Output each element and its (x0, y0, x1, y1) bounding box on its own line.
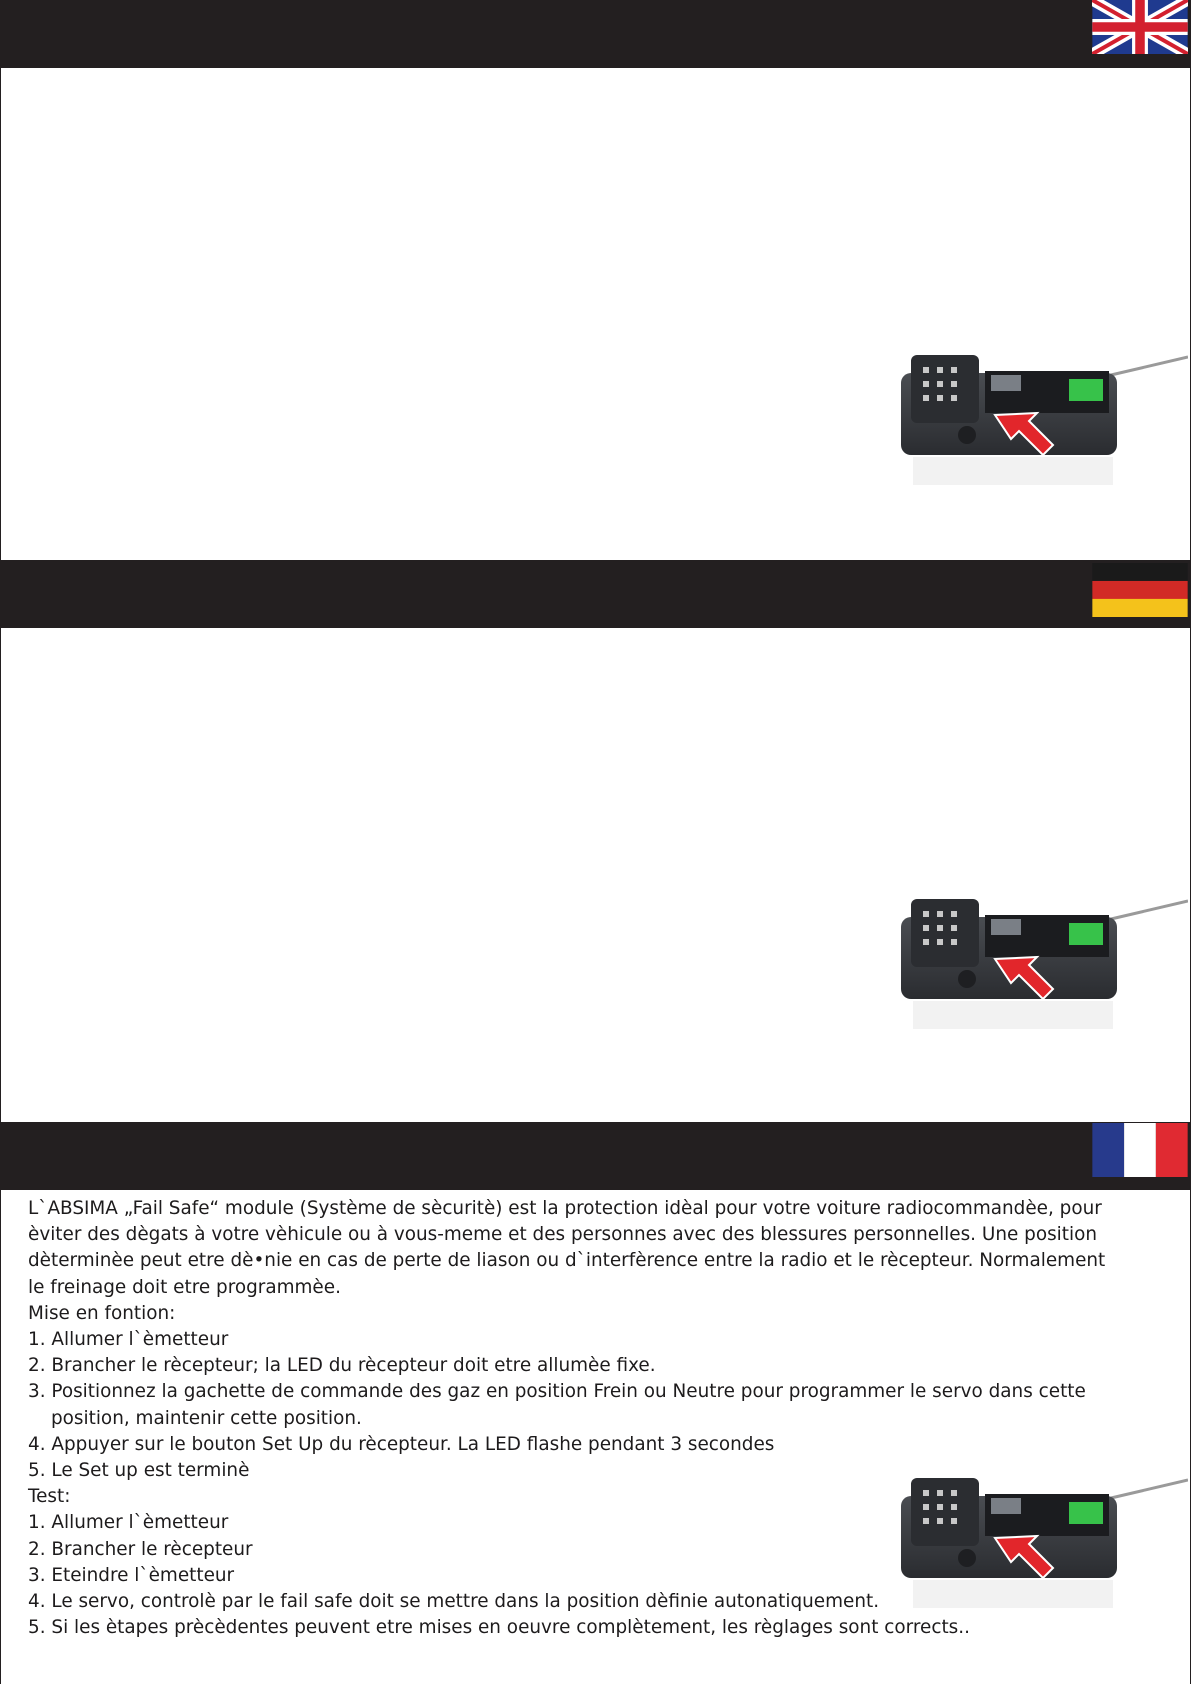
setup-heading: Mise en fontion: (28, 1302, 176, 1324)
receiver-image (893, 889, 1188, 1034)
test-step: 5. Si les ètapes prècèdentes peuvent etre mises en oeuvre complètement, les règlages sont corrects.. (28, 1617, 970, 1639)
german-content-panel (0, 628, 1191, 1122)
test-step: 2. Brancher le rècepteur (28, 1538, 253, 1560)
french-header-bar (0, 1122, 1191, 1190)
setup-step: 3. Positionnez la gachette de commande des gaz en position Frein ou Neutre pour programmer le servo dans cette position, maintenir cette position. (28, 1381, 1086, 1429)
english-header-bar (0, 0, 1191, 68)
france-flag-icon (1092, 1123, 1188, 1177)
setup-step: 5. Le Set up est terminè (28, 1460, 250, 1482)
receiver-image (893, 345, 1188, 490)
test-step: 1. Allumer l`èmetteur (28, 1512, 229, 1534)
test-step: 3. Eteindre l`èmetteur (28, 1564, 235, 1586)
test-heading: Test: (28, 1486, 71, 1508)
setup-step: 2. Brancher le rècepteur; la LED du rècepteur doit etre allumèe fixe. (28, 1355, 656, 1377)
test-step: 4. Le servo, controlè par le fail safe doit se mettre dans la position dèfinie autonatiquement. (28, 1591, 880, 1613)
germany-flag-icon (1092, 563, 1188, 617)
receiver-image (893, 1468, 1188, 1613)
setup-step: 1. Allumer l`èmetteur (28, 1329, 229, 1351)
setup-step: 4. Appuyer sur le bouton Set Up du rècepteur. La LED flashe pendant 3 secondes (28, 1433, 775, 1455)
intro-paragraph: L`ABSIMA „Fail Safe“ module (Système de sècuritè) est la protection idèal pour votre voiture radiocommandèe, pour èviter des dègats à votre vèhicule ou à vous-meme et des personnes avec des blessures personnelles. Une position dèterminèe peut etre dè•nie en cas de perte de liason ou d`interfèrence entre la radio et le rècepteur. Normalement le freinage doit etre programmèe. (28, 1198, 1106, 1298)
uk-flag-icon (1092, 0, 1188, 54)
german-header-bar (0, 560, 1191, 628)
